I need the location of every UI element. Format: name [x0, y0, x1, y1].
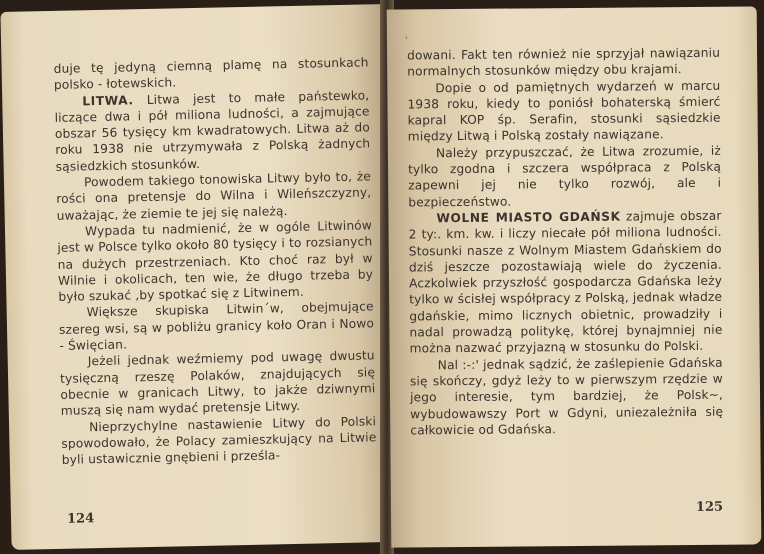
paragraph-body: zajmuje obszar 2 ty:. km. kw. i liczy niecałe pół miliona ludności. Stosunki nasze z Wolnym Miastem Gdańskiem do dziś jeszcze pozostawiają wiele do życzenia. Aczkolwiek przyszłość gospodarcza Gdańska leży tylko w ścisłej współpracy z Polską, jednak władze gdańskie, mimo licznych obietnic, prowadziły i nadal prowadzą politykę, której bynajmniej nie można nazwać przyjazną w stosunku do Polski.: [408, 208, 723, 356]
section-heading-litwa: LITWA.: [82, 92, 134, 108]
page-number-left: 124: [66, 511, 95, 527]
paragraph: Jeżeli jednak weźmiemy pod uwagę dwustu tysięczną rzeszę Polaków, znajdujących się obecnie w granicach Litwy, to jakże dziwnymi muszą się nam wydać pretensje Litwy.: [59, 348, 376, 419]
right-page: [387, 6, 762, 547]
paragraph: Dopie o od pamiętnych wydarzeń w marcu 1938 roku, kiedy to poniósł bohaterską śmierć kapral KOP śp. Serafin, stosunki sąsiedzkie między Litwą i Polską zostały nawiązane.: [407, 78, 721, 144]
paragraph: Należy przypuszczać, że Litwa zrozumie, iż tylko zgodna i szczera współpraca z Polską zapewni jej nie tylko rozwój, ale i bezpieczeństwo.: [407, 143, 722, 210]
section-heading-gdansk: WOLNE MIASTO GDAŃSK: [436, 209, 621, 226]
paragraph-litwa: [54, 87, 371, 175]
margin-mark: ': [404, 35, 408, 47]
left-page-text: [53, 54, 376, 468]
paragraph: dowani. Fakt ten również nie sprzyjał nawiązaniu normalnych stosunków między obu krajami.: [406, 45, 721, 79]
paragraph: Powodem takiego tonowiska Litwy było to, że rości ona pretensje do Wilna i Wileńszczyzny, uważając, że ziemie te jej się należą.: [56, 169, 372, 223]
left-page: [0, 4, 392, 550]
right-page-text: [407, 45, 723, 439]
paragraph: Większe skupiska Litwin´w, obejmujące szereg wsi, są w pobliżu granicy koło Oran i Nowo - Święcian.: [58, 299, 375, 353]
page-number-right: 125: [695, 499, 724, 515]
paragraph: Nieprzychylne nastawienie Litwy do Polski spowodowało, że Polacy zamieszkujący na Litwie byli ustawicznie gnębieni i prześla-: [61, 413, 377, 467]
paragraph-body: Litwa jest to małe państewko, liczące dwa i pół miliona ludności, a zajmujące obszar 56 tysięcy km kwadratowych. Litwa aż do roku 1938 nie utrzymywała z Polską żadnych sąsiedzkich stosunków.: [54, 87, 371, 174]
paragraph: Nal :-:' jednak sądzić, że zaślepienie Gdańska się skończy, gdyż leży to w pierwszym rzędzie w jego interesie, tym bardziej, że Polsk~, wybudowawszy Port w Gdyni, uniezależniła się całkowicie od Gdańska.: [409, 355, 724, 438]
paragraph-gdansk: [408, 208, 722, 357]
paragraph: duje tę jedyną ciemną plamę na stosunkach polsko - łotewskich.: [53, 55, 369, 93]
paragraph: Wypada tu nadmienić, że w ogóle Litwinów jest w Polsce tylko około 80 tysięcy i to rozsianych na dużych przestrzeniach. Kto choć raz był w Wilnie i okolicach, ten wie, że długo trzeba by było szukać ,by spotkać się z Litwinem.: [57, 218, 374, 305]
